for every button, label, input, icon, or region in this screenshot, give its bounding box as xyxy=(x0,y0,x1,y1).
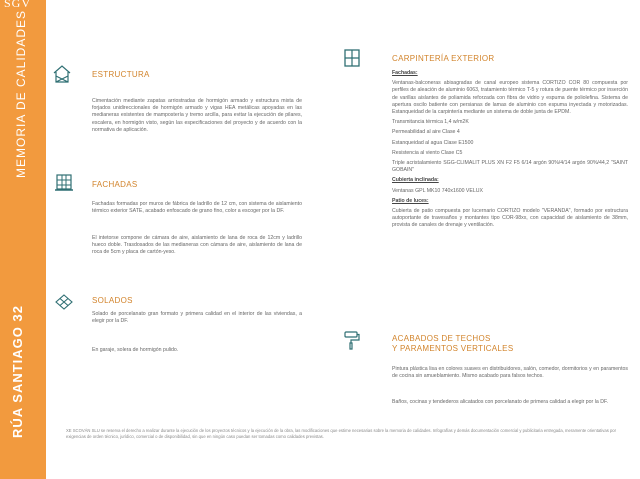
floor-icon xyxy=(54,292,74,312)
estructura-text: Cimentación mediante zapatas arriostradas de hormigón armado y estructura mixta de forjados unidireccionales de hormigón armado y vigas HEA metálicas apoyadas en las medianeras existentes de mampostería y tremo arcilla, para evitar la ejecución de pilares, escalera, en hormigón visto, según las especificaciones del proyecto y de acuerdo con la normativa de aplicación. xyxy=(92,98,302,133)
fachadas-text-1: Fachadas formadas por muros de fábrica de ladrillo de 12 cm, con sistema de aislamiento térmico exterior SATE, acabado enfoscado de grano fino, color a escoger por la DF. xyxy=(92,201,302,215)
spec-acristalamiento: Triple acristalamiento SGG-CLIMALIT PLUS XN F2 F5 6/14 argón 90%/4/14 argón 90%/44,2 "SAINT GOBAIN" xyxy=(392,160,628,174)
solados-text-2: En garaje, solera de hormigón pulido. xyxy=(92,347,179,353)
facade-icon xyxy=(54,172,74,192)
structure-icon xyxy=(52,64,72,84)
section-title-solados: SOLADOS xyxy=(92,296,133,305)
footer-disclaimer: XE SCOVÁN SLU se reserva el derecho a realizar durante la ejecución de los proyectos técnicos y la ejecución de la obra, las modificaciones que estime necesarias sobre la memoria de calidades. Infografías y demás documentación comercial y publicitaria entregada, meramente orientativas por exigencias de orden técnico, jurídico, comercial o de disponibilidad, sin que en ningún caso puedan ser tomadas como calidades previstas. xyxy=(66,428,617,439)
spec-transmitancia: Transmitancia térmica 1,4 w/m2K xyxy=(392,119,469,126)
spec-estanqueidad: Estanqueidad al agua Clase E1500 xyxy=(392,139,474,146)
acabados-text-1: Pintura plástica lisa en colores suaves en distribuidores, salón, comedor, dormitorios y en paramentos de cocina sin amueblamiento. Mismo acabado para falsos techos. xyxy=(392,366,628,380)
solados-text-1: Solado de porcelanato gran formato y primera calidad en el interior de las viviendas, a elegir por la DF. xyxy=(92,311,302,325)
patio-label: Patio de luces: xyxy=(392,197,429,204)
section-title-acabados-1: ACABADOS DE TECHOS xyxy=(392,334,491,343)
section-title-carpinteria: CARPINTERÍA EXTERIOR xyxy=(392,54,495,63)
carpinteria-fachadas-label: Fachadas: xyxy=(392,70,418,76)
section-title-acabados-2: Y PARAMENTOS VERTICALES xyxy=(392,344,514,353)
fachadas-text-2: El intetorse compone de cámara de aire, aislamiento de lana de roca de 12cm y ladrillo hueco doble. Trasdosados de las medianeras con cámara de aire, aislamiento de lana de roca de 5cm y placa de cartón-yeso. xyxy=(92,235,302,256)
window-icon xyxy=(342,48,362,68)
cubierta-label: Cubierta inclinada: xyxy=(392,177,439,184)
patio-text: Cubierta de patio compuesta por lucernario CORTIZO modelo "VERANDA", formado por estructura autoportante de travesaños y montantes tipo COR-98xx, con capacidad de aislamiento de 38mm, provista de canales de drenaje y ventilación. xyxy=(392,208,628,229)
acabados-text-2: Baños, cocinas y tendederos alicatados con porcelanato de primera calidad a elegir por la DF. xyxy=(392,399,608,405)
address-title: RÚA SANTIAGO 32 xyxy=(10,305,25,438)
sidebar xyxy=(0,0,46,479)
section-title-estructura: ESTRUCTURA xyxy=(92,70,150,79)
memoria-title: MEMORIA DE CALIDADES xyxy=(14,9,28,178)
spec-permeabilidad: Permeabilidad al aire Clase 4 xyxy=(392,129,460,136)
spec-resistencia: Resistencia al viento Clase C5 xyxy=(392,149,463,156)
brand-mark: SGV xyxy=(4,0,32,10)
cubierta-text: Ventanas GPL MK10 740x1600 VELUX xyxy=(392,187,483,194)
section-title-fachadas: FACHADAS xyxy=(92,180,138,189)
carpinteria-fachadas-text: Ventanas-balconeras abisagradas de canal europeo sistema CORTIZO COR 80 compuesta por perfiles de aleación de aluminio 6063, tratamiento térmico T-5 y rotura de puente térmico por inserción de varillas aislantes de poliamida reforzada con fibra de vidrio y espuma de poliolefina. Sistema de apertura oscilo batiente con persianas de lamas de aluminio con espuma inyectada y motorizadas. Estanqueidad de la carpintería mediante un sistema de doble junta de EPDM. xyxy=(392,80,628,116)
paint-roller-icon xyxy=(342,330,362,350)
